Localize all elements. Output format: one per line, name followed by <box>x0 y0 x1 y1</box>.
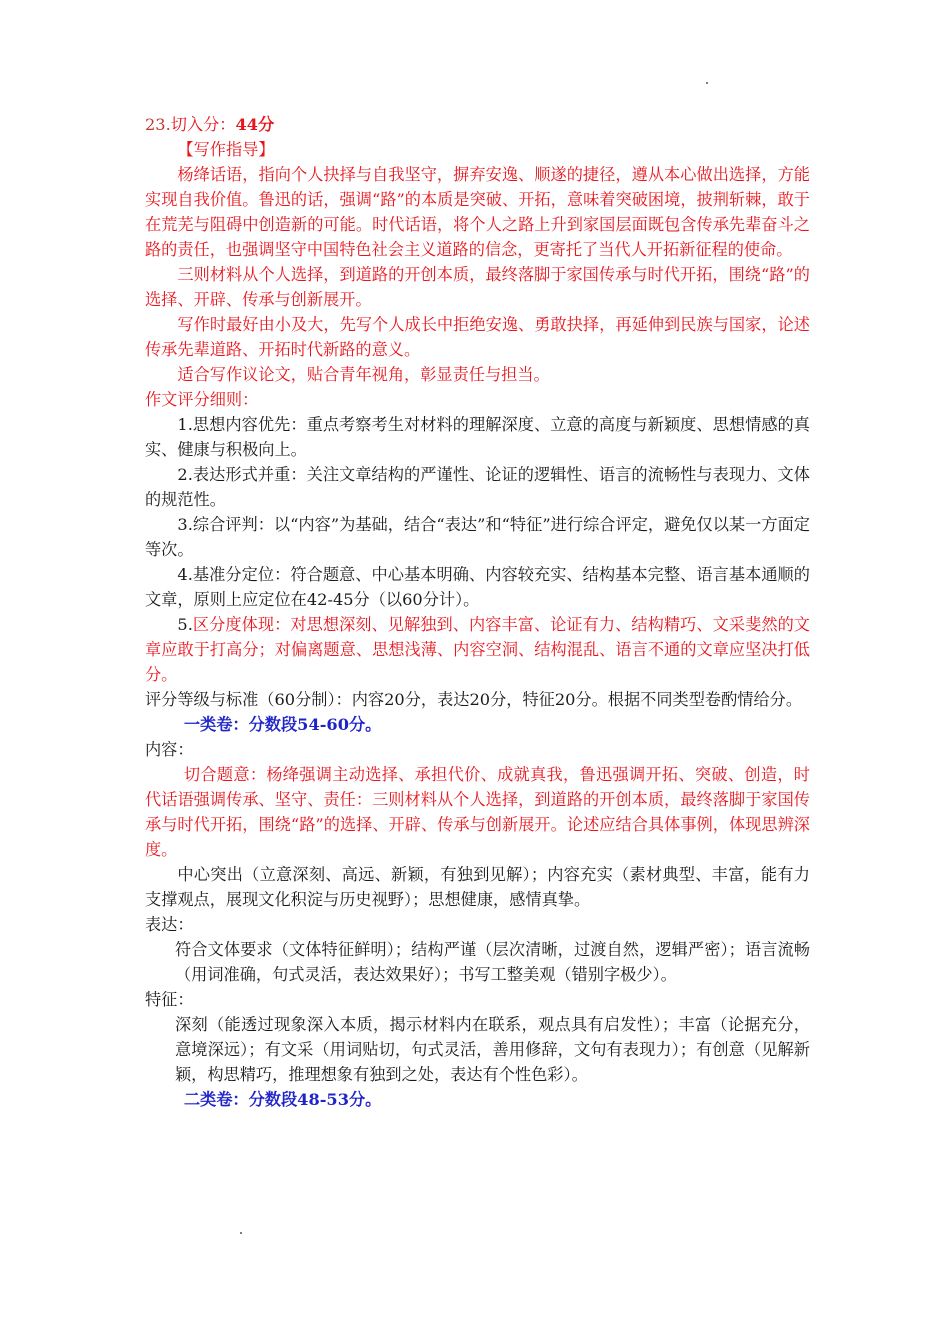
rubric-item-3: 3.综合评判：以“内容”为基础，结合“表达”和“特征”进行综合评定，避免仅以某一方面定等次。 <box>145 515 810 559</box>
guide-paragraph-1: 杨绛话语，指向个人抉择与自我坚守，摒弃安逸、顺遂的捷径，遵从本心做出选择，方能实现自我价值。鲁迅的话，强调“路”的本质是突破、开拓，意味着突破困境，披荆斩棘，敢于在荒芜与阻碍中创造新的可能。时代话语，将个人之路上升到家国层面既包含传承先辈奋斗之路的责任，也强调坚守中国特色社会主义道路的信念，更寄托了当代人开拓新征程的使命。 <box>145 165 810 259</box>
class1-expression-text: 符合文体要求（文体特征鲜明）；结构严谨（层次清晰，过渡自然，逻辑严密）；语言流畅（用词准确，句式灵活，表达效果好）；书写工整美观（错别字极少）。 <box>175 940 810 984</box>
class1-content-black: 中心突出（立意深刻、高远、新颖，有独到见解）；内容充实（素材典型、丰富，能有力支撑观点，展现文化积淀与历史视野）；思想健康，感情真挚。 <box>145 865 810 909</box>
class1-feature-text: 深刻（能透过现象深入本质，揭示材料内在联系，观点具有启发性）；丰富（论据充分，意境深远）；有文采（用词贴切，句式灵活，善用修辞，文句有表现力）；有创意（见解新颖，构思精巧，推理想象有独到之处，表达有个性色彩）。 <box>175 1015 810 1084</box>
page-dot-bottom <box>240 1232 242 1234</box>
guide-paragraph-4: 适合写作议论文，贴合青年视角，彰显责任与担当。 <box>177 365 550 384</box>
rubric-item-2: 2.表达形式并重：关注文章结构的严谨性、论证的逻辑性、语言的流畅性与表现力、文体的规范性。 <box>145 465 810 509</box>
question-label: 切入分： <box>170 115 236 134</box>
class1-feature-label: 特征： <box>145 990 194 1009</box>
page-dot-top <box>706 82 708 84</box>
rubric-item-5-rest: 区分度体现：对思想深刻、见解独到、内容丰富、论证有力、结构精巧、文采斐然的文章应敢于打高分；对偏离题意、思想浅薄、内容空洞、结构混乱、语言不通的文章应坚决打低分。 <box>145 615 810 684</box>
document-body <box>145 112 810 1112</box>
class1-content-red: 切合题意：杨绛强调主动选择、承担代价、成就真我，鲁迅强调开拓、突破、创造，时代话语强调传承、坚守、责任：三则材料从个人选择，到道路的开创本质，最终落脚于家国传承与时代开拓，围绕“路”的选择、开辟、传承与创新展开。论述应结合具体事例，体现思辨深度。 <box>145 765 810 859</box>
question-header <box>145 112 810 137</box>
guide-paragraph-3: 写作时最好由小及大，先写个人成长中拒绝安逸、勇敢抉择，再延伸到民族与国家，论述传承先辈道路、开拓时代新路的意义。 <box>145 315 810 359</box>
class2-heading: 二类卷：分数段48-53分。 <box>183 1090 382 1109</box>
question-number: 23. <box>145 115 171 134</box>
rubric-item-5-text: 5. <box>177 615 193 634</box>
guide-paragraph-2: 三则材料从个人选择，到道路的开创本质，最终落脚于家国传承与时代开拓，围绕“路”的选择、开辟、传承与创新展开。 <box>145 265 810 309</box>
rubric-item-4: 4.基准分定位：符合题意、中心基本明确、内容较充实、结构基本完整、语言基本通顺的文章，原则上应定位在42-45分（以60分计）。 <box>145 565 810 609</box>
question-score: 44分 <box>235 115 275 134</box>
rubric-heading: 作文评分细则： <box>145 390 259 409</box>
guide-heading: 【写作指导】 <box>177 140 275 159</box>
rubric-item-5 <box>145 612 810 687</box>
rubric-item-1: 1.思想内容优先：重点考察考生对材料的理解深度、立意的高度与新颖度、思想情感的真实、健康与积极向上。 <box>145 415 810 459</box>
class1-expression-label: 表达： <box>145 915 194 934</box>
rubric-standard: 评分等级与标准（60分制）：内容20分，表达20分，特征20分。根据不同类型卷酌情给分。 <box>145 690 803 709</box>
class1-heading: 一类卷：分数段54-60分。 <box>183 715 382 734</box>
class1-content-label: 内容： <box>145 740 194 759</box>
